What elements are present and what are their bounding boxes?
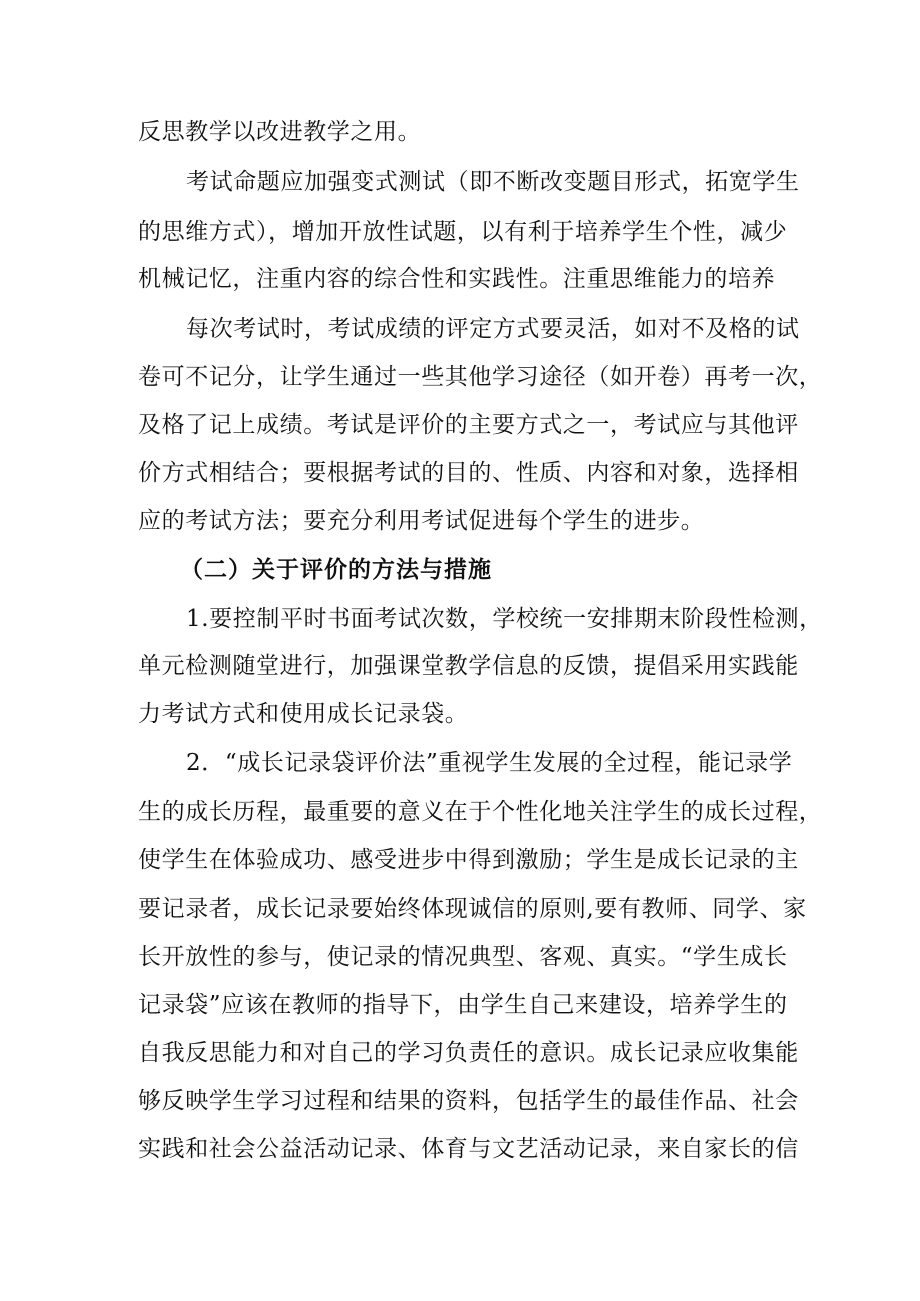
paragraph-line: 考试命题应加强变式测试（即不断改变题目形式，拓宽学生	[186, 169, 800, 195]
paragraph-line: 要记录者，成长记录要始终体现诚信的原则,要有教师、同学、家	[138, 896, 807, 922]
paragraph-line: 生的成长历程，最重要的意义在于个性化地关注学生的成长过程，	[138, 799, 823, 825]
paragraph-line: 卷可不记分，让学生通过一些其他学习途径（如开卷）再考一次，	[138, 364, 823, 390]
paragraph-line: 机械记忆，注重内容的综合性和实践性。注重思维能力的培养	[138, 266, 776, 292]
paragraph-line: 每次考试时，考试成绩的评定方式要灵活，如对不及格的试	[186, 316, 800, 342]
paragraph-line: 使学生在体验成功、感受进步中得到激励；学生是成长记录的主	[138, 847, 799, 873]
paragraph-line: 实践和社会公益活动记录、体育与文艺活动记录，来自家长的信	[138, 1136, 799, 1162]
paragraph-line: 应的考试方法；要充分利用考试促进每个学生的进步。	[138, 508, 705, 534]
paragraph-line: 的思维方式），增加开放性试题，以有利于培养学生个性，减少	[138, 219, 788, 245]
paragraph-line: 自我反思能力和对自己的学习负责任的意识。成长记录应收集能	[138, 1040, 799, 1066]
paragraph-line: 2．“成长记录袋评价法”重视学生发展的全过程，能记录学	[186, 750, 793, 776]
section-heading: （二）关于评价的方法与措施	[180, 557, 492, 583]
paragraph-line: 力考试方式和使用成长记录袋。	[138, 701, 469, 727]
paragraph-line: 反思教学以改进教学之用。	[138, 119, 422, 145]
paragraph-line: 及格了记上成绩。考试是评价的主要方式之一，考试应与其他评	[138, 412, 799, 438]
paragraph-line: 1.要控制平时书面考试次数，学校统一安排期末阶段性检测，	[186, 606, 823, 632]
paragraph-line: 够反映学生学习过程和结果的资料，包括学生的最佳作品、社会	[138, 1088, 799, 1114]
paragraph-line: 价方式相结合；要根据考试的目的、性质、内容和对象，选择相	[138, 460, 799, 486]
paragraph-line: 记录袋”应该在教师的指导下，由学生自己来建设，培养学生的	[138, 992, 788, 1018]
paragraph-line: 长开放性的参与，使记录的情况典型、客观、真实。“学生成长	[138, 944, 788, 970]
paragraph-line: 单元检测随堂进行，加强课堂教学信息的反馈，提倡采用实践能	[138, 653, 799, 679]
